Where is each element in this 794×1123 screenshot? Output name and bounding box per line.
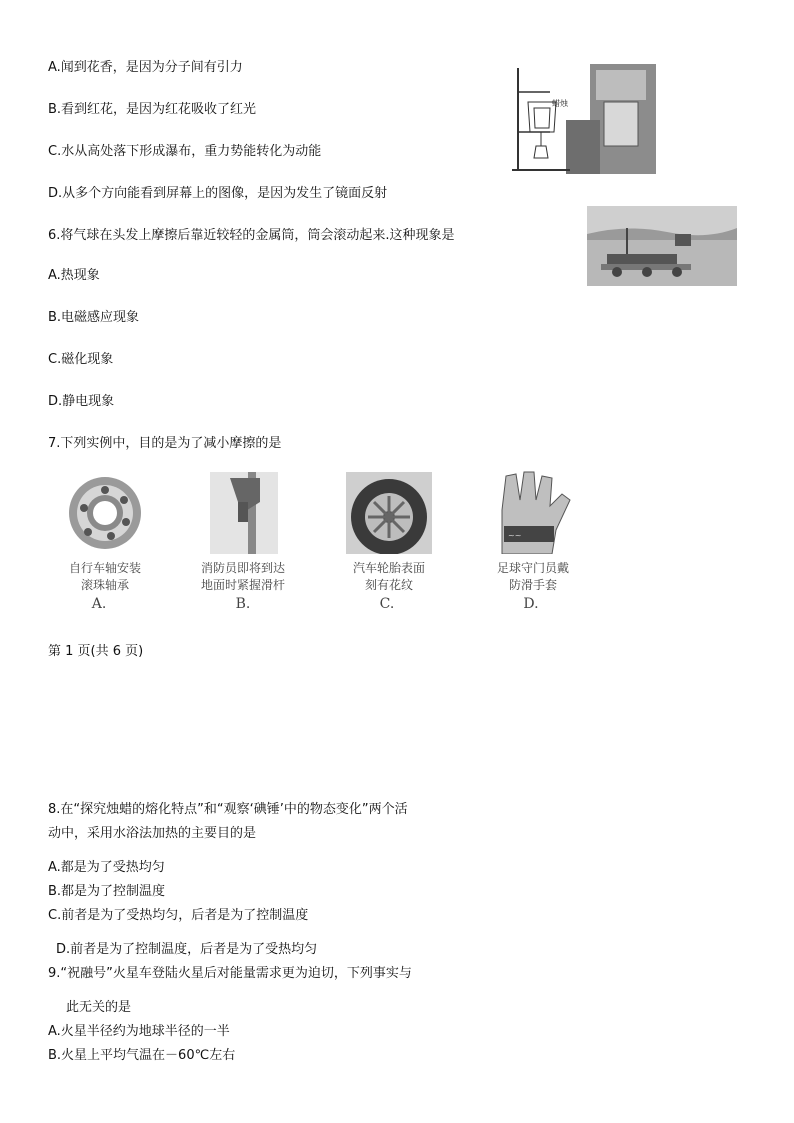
option-c-caption [334, 560, 444, 594]
q8-option-b: B.都是为了控制温度 [48, 884, 166, 899]
q5-option-c: C.水从高处落下形成瀑布，重力势能转化为动能 [48, 144, 322, 159]
option-a-caption [50, 560, 160, 594]
mars-rover-photo [587, 206, 737, 286]
q5-option-d: D.从多个方向能看到屏幕上的图像，是因为发生了镜面反射 [48, 186, 388, 201]
option-b-caption-line1: 消防员即将到达 [200, 561, 285, 575]
goalkeeper-glove-image [492, 470, 572, 554]
option-a-caption-line2: 滚珠轴承 [80, 578, 129, 592]
option-d-letter: D. [523, 596, 539, 612]
option-c-letter: C. [379, 596, 395, 612]
q8-stem-line1: 8.在“探究烛蜡的熔化特点”和“观察‘碘锤’中的物态变化”两个活 [48, 802, 408, 817]
q9-stem-line2: 此无关的是 [66, 1000, 132, 1015]
q6-stem: 6.将气球在头发上摩擦后靠近较轻的金属筒，筒会滚动起来.这种现象是 [48, 228, 455, 243]
q6-option-d: D.静电现象 [48, 394, 115, 409]
svg-text:~~: ~~ [508, 531, 522, 540]
q6-option-c: C.磁化现象 [48, 352, 114, 367]
option-b-caption [188, 560, 298, 594]
option-a-letter: A. [91, 596, 107, 612]
option-a-caption-line1: 自行车轴安装 [68, 561, 141, 575]
q5-option-a: A.闻到花香，是因为分子间有引力 [48, 60, 243, 75]
q5-option-b: B.看到红花，是因为红花吸收了红光 [48, 102, 257, 117]
option-d-caption-line1: 足球守门员戴 [496, 561, 569, 575]
lab-apparatus-photo [510, 62, 658, 174]
q9-option-a: A.火星半径约为地球半径的一半 [48, 1024, 230, 1039]
option-c-caption-line1: 汽车轮胎表面 [352, 561, 425, 575]
option-d-caption [478, 560, 588, 594]
q7-stem: 7.下列实例中，目的是为了减小摩擦的是 [48, 436, 282, 451]
tire-image [346, 472, 432, 554]
option-c-caption-line2: 刻有花纹 [364, 578, 413, 592]
bearing-image [66, 472, 144, 554]
q9-stem-line1: 9.“祝融号”火星车登陆火星后对能量需求更为迫切，下列事实与 [48, 966, 412, 981]
fireman-pole-image [210, 472, 278, 554]
q9-option-b: B.火星上平均气温在－60℃左右 [48, 1048, 236, 1063]
q8-option-a: A.都是为了受热均匀 [48, 860, 165, 875]
q6-option-a: A.热现象 [48, 268, 100, 283]
option-d-caption-line2: 防滑手套 [508, 578, 557, 592]
q8-option-c: C.前者是为了受热均匀，后者是为了控制温度 [48, 908, 309, 923]
candle-label: 蜡烛 [552, 99, 568, 108]
q8-stem-line2: 动中，采用水浴法加热的主要目的是 [48, 826, 257, 841]
page-number: 第 1 页(共 6 页) [48, 644, 144, 659]
q8-option-d: D.前者是为了控制温度，后者是为了受热均匀 [56, 942, 318, 957]
q6-option-b: B.电磁感应现象 [48, 310, 140, 325]
option-b-letter: B. [235, 596, 251, 612]
option-b-caption-line2: 地面时紧握滑杆 [200, 578, 285, 592]
